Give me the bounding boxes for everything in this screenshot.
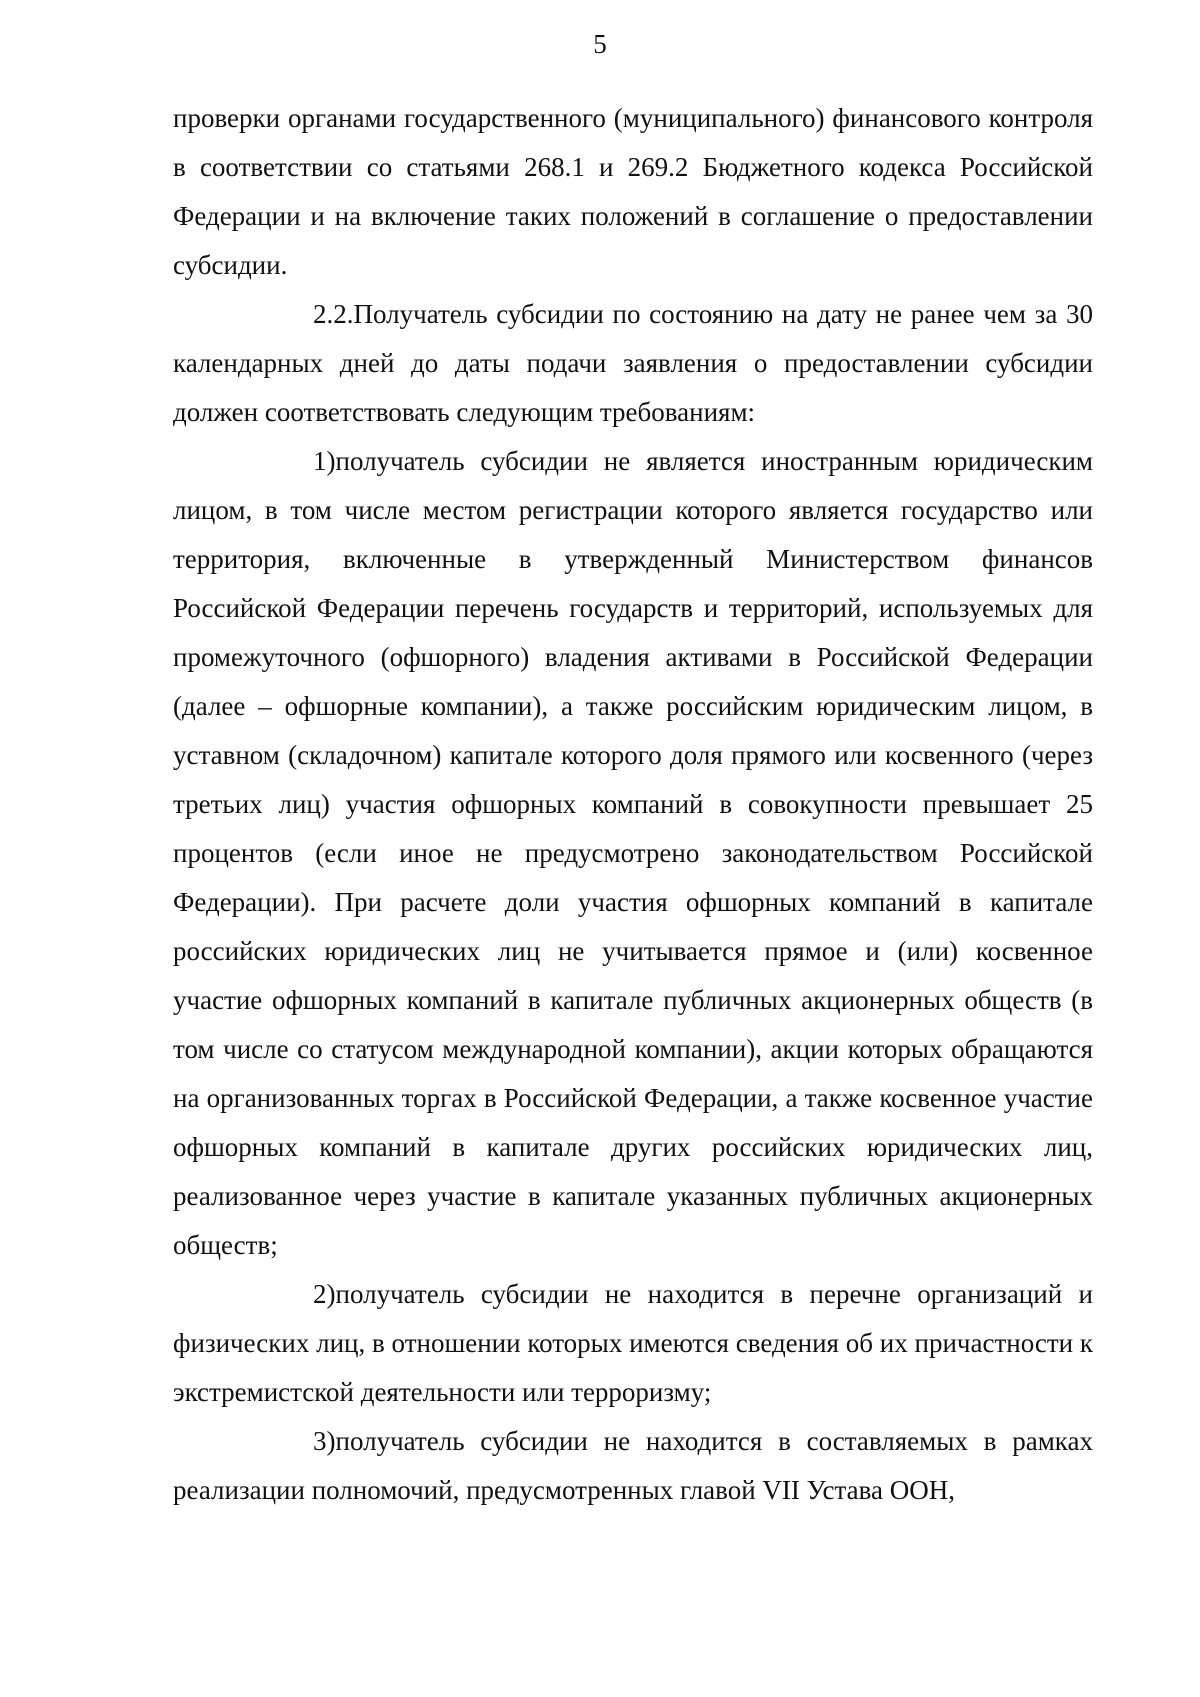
list-item-number: 3) [313,1426,336,1456]
paragraph-number: 2.2. [313,299,354,329]
paragraph-text: проверки органами государственного (муниципального) финансового контроля в соответствии со статьями 268.1 и 269.2 Бюджетного кодекса Российской Федерации и на включение таких положений в соглашение о предоставлении субсидии. [173,103,1093,280]
page-number: 5 [593,29,607,59]
list-item-3 [173,1417,1093,1515]
paragraph-text: Получатель субсидии по состоянию на дату не ранее чем за 30 календарных дней до даты подачи заявления о предоставлении субсидии должен соответствовать следующим требованиям: [173,299,1093,427]
paragraph-2-2 [173,290,1093,437]
list-item-text: получатель субсидии не является иностранным юридическим лицом, в том числе местом регистрации которого является государство или территория, включенные в утвержденный Министерством финансов Российской Федерации перечень государств и территорий, используемых для промежуточного (офшорного) владения активами в Российской Федерации (далее – офшорные компании), а также российским юридическим лицом, в уставном (складочном) капитале которого доля прямого или косвенного (через третьих лиц) участия офшорных компаний в совокупности превышает 25 процентов (если иное не предусмотрено законодательством Российской Федерации). При расчете доли участия офшорных компаний в капитале российских юридических лиц не учитывается прямое и (или) косвенное участие офшорных компаний в капитале публичных акционерных обществ (в том числе со статусом международной компании), акции которых обращаются на организованных торгах в Российской Федерации, а также косвенное участие офшорных компаний в капитале других российских юридических лиц, реализованное через участие в капитале указанных публичных акционерных обществ; [173,446,1093,1260]
list-item-text: получатель субсидии не находится в составляемых в рамках реализации полномочий, предусмотренных главой VII Устава ООН, [173,1426,1093,1505]
list-item-number: 2) [313,1279,336,1309]
list-item-1 [173,437,1093,1270]
list-item-number: 1) [313,446,336,476]
list-item-text: получатель субсидии не находится в перечне организаций и физических лиц, в отношении которых имеются сведения об их причастности к экстремистской деятельности или терроризму; [173,1279,1093,1407]
list-item-2 [173,1270,1093,1417]
paragraph-continuation [173,94,1093,290]
document-body [173,94,1093,1515]
